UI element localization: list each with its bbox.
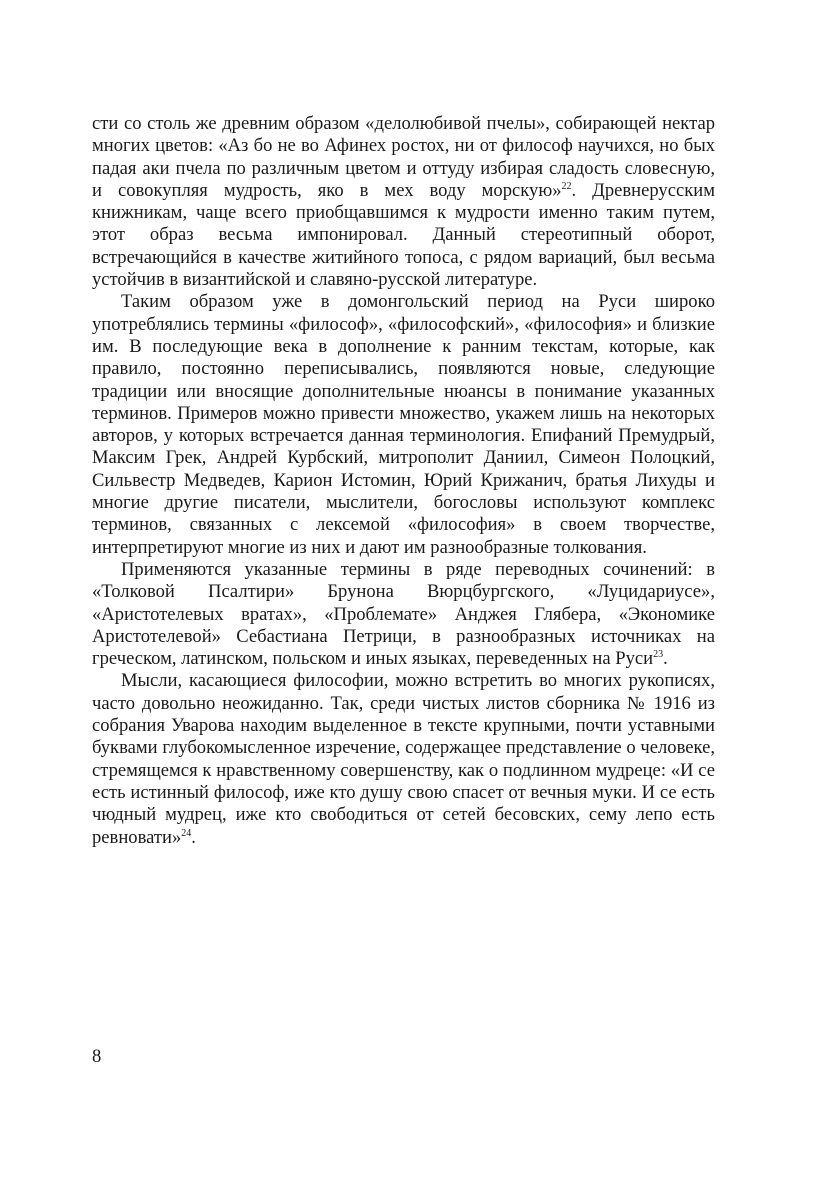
paragraph-text: . (663, 648, 668, 670)
paragraph-text: . Древнерусским книжникам, чаще всего приобщавшимся к мудрости именно таким путем, этот образ весьма импонировал. Данный стереотипный оборот, встречающийся в качестве житийного топоса, с рядом вариаций, был весьма устойчив в византийской и славяно-русской литературе. (92, 179, 715, 291)
footnote-ref: 23 (653, 648, 664, 660)
paragraph (92, 559, 715, 670)
paragraph (92, 291, 715, 559)
body-text (92, 113, 715, 849)
paragraph-text: Мысли, касающиеся философии, можно встретить во многих рукописях, часто довольно неожиданно. Так, среди чистых листов сборника № 1916 из собрания Уварова находим выделенное в тексте крупными, почти уставными буквами глубокомысленное изречение, содержащее представление о человеке, стремящемся к нравственному совершенству, как о подлинном мудреце: «И се есть истинный философ, иже кто душу свою спасет от вечныя муки. И се есть чюдный мудрец, иже кто свободиться от сетей бесовских, сему лепо есть ревновати» (92, 670, 715, 848)
footnote-ref: 22 (561, 180, 572, 192)
paragraph-text: Применяются указанные термины в ряде переводных сочинений: в «Толковой Псалтири» Брунона Вюрцбургского, «Луцидариусе», «Аристотелевых вратах», «Проблемате» Анджея Глябера, «Экономике Аристотелевой» Себастиана Петрици, в разнообразных источниках на греческом, латинском, польском и иных языках, переведенных на Руси (92, 558, 715, 670)
paragraph (92, 670, 715, 848)
page-number: 8 (92, 1046, 102, 1067)
footnote-ref: 24 (181, 827, 192, 839)
paragraph-text: . (191, 826, 196, 848)
paragraph-text: Таким образом уже в домонгольский период на Руси широко употреблялись термины «философ», «философский», «философия» и близкие им. В последующие века в дополнение к ранним текстам, которые, как правило, постоянно переписывались, появляются новые, следующие традиции или вносящие дополнительные нюансы в понимание указанных терминов. Примеров можно привести множество, укажем лишь на некоторых авторов, у которых встречается данная терминология. Епифаний Премудрый, Максим Грек, Андрей Курбский, митрополит Даниил, Симеон Полоцкий, Сильвестр Медведев, Карион Истомин, Юрий Крижанич, братья Лихуды и многие другие писатели, мыслители, богословы используют комплекс терминов, связанных с лексемой «философия» в своем творчестве, интерпретируют многие из них и дают им разнообразные толкования. (92, 291, 715, 558)
paragraph-text: сти со столь же древним образом «делолюбивой пчелы», собирающей нектар многих цветов: «Аз бо не во Афинех ростох, ни от философ научихся, но бых падая аки пчела по различным цветом и оттуду избирая сладость словесную, и совокупляя мудрость, яко в мех воду морскую» (92, 113, 715, 201)
paragraph (92, 113, 715, 291)
